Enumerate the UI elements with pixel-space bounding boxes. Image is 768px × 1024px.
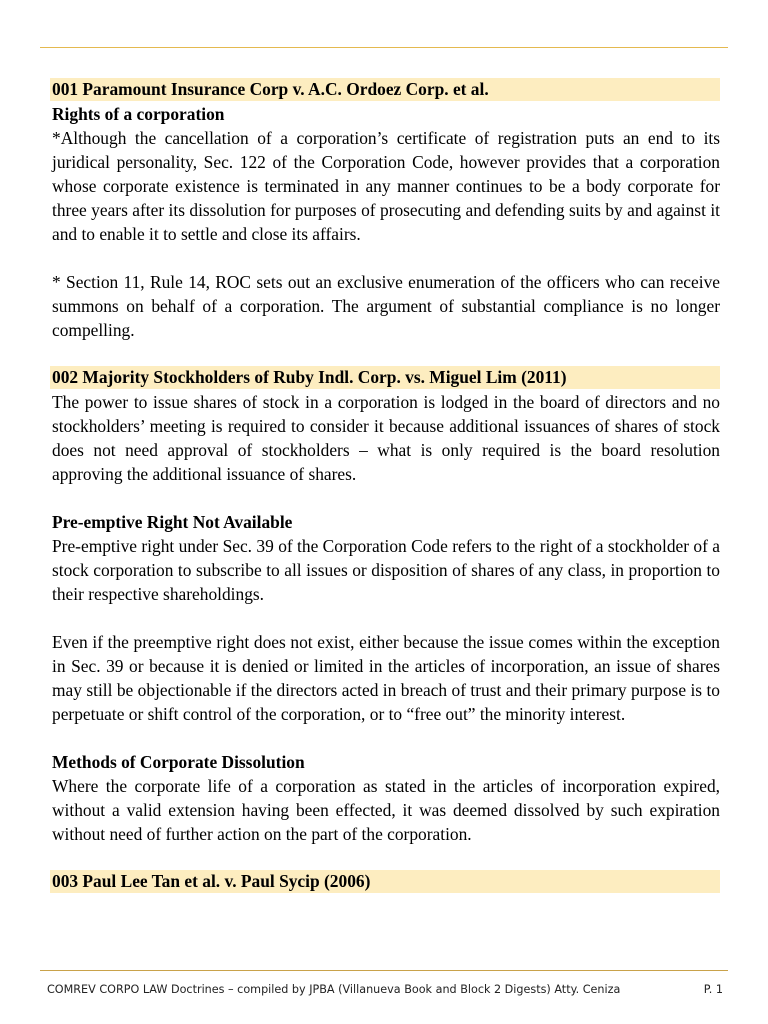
paragraph: * Section 11, Rule 14, ROC sets out an exclusive enumeration of the officers who can receive summons on behalf of a corporation. The argument of substantial compliance is no longer compelling. bbox=[52, 272, 720, 340]
header-rule bbox=[40, 47, 728, 48]
paragraph: Where the corporate life of a corporation as stated in the articles of incorporation expired, without a valid extension having been effected, it was deemed dissolved by such expiration without need of further action on the part of the corporation. bbox=[52, 776, 720, 844]
case-heading: 003 Paul Lee Tan et al. v. Paul Sycip (2006) bbox=[50, 870, 720, 893]
paragraph: Even if the preemptive right does not exist, either because the issue comes within the exception in Sec. 39 or because it is denied or limited in the articles of incorporation, an issue of shares may still be objectionable if the directors acted in breach of trust and their primary purpose is to perpetuate or shift control of the corporation, or to “free out” the minority interest. bbox=[52, 632, 720, 724]
paragraph-gap bbox=[52, 486, 720, 510]
paragraph-gap bbox=[52, 606, 720, 630]
paragraph-gap bbox=[52, 726, 720, 750]
paragraph-gap bbox=[52, 342, 720, 366]
case-heading: 001 Paramount Insurance Corp v. A.C. Ordoez Corp. et al. bbox=[50, 78, 720, 101]
section-subheading: Pre-emptive Right Not Available bbox=[52, 512, 293, 532]
page-number: P. 1 bbox=[703, 983, 723, 996]
paragraph: Pre-emptive right under Sec. 39 of the Corporation Code refers to the right of a stockholder of a stock corporation to subscribe to all issues or disposition of shares of any class, in proportion to their respective shareholdings. bbox=[52, 536, 720, 604]
document-body bbox=[52, 78, 720, 894]
paragraph: *Although the cancellation of a corporation’s certificate of registration puts an end to its juridical personality, Sec. 122 of the Corporation Code, however provides that a corporation whose corporate existence is terminated in any manner continues to be a body corporate for three years after its dissolution for purposes of prosecuting and defending suits by and against it and to enable it to settle and close its affairs. bbox=[52, 128, 720, 244]
paragraph: The power to issue shares of stock in a corporation is lodged in the board of directors and no stockholders’ meeting is required to consider it because additional issuances of shares of stock does not need approval of stockholders – what is only required is the board resolution approving the additional issuance of shares. bbox=[52, 392, 720, 484]
case-heading: 002 Majority Stockholders of Ruby Indl. Corp. vs. Miguel Lim (2011) bbox=[50, 366, 720, 389]
footer-title: COMREV CORPO LAW Doctrines – compiled by JPBA (Villanueva Book and Block 2 Digests) Atty. Ceniza bbox=[47, 983, 621, 996]
page-footer bbox=[47, 983, 723, 996]
section-subheading: Rights of a corporation bbox=[52, 104, 225, 124]
section-subheading: Methods of Corporate Dissolution bbox=[52, 752, 305, 772]
paragraph-gap bbox=[52, 846, 720, 870]
footer-rule bbox=[40, 970, 728, 971]
paragraph-gap bbox=[52, 246, 720, 270]
